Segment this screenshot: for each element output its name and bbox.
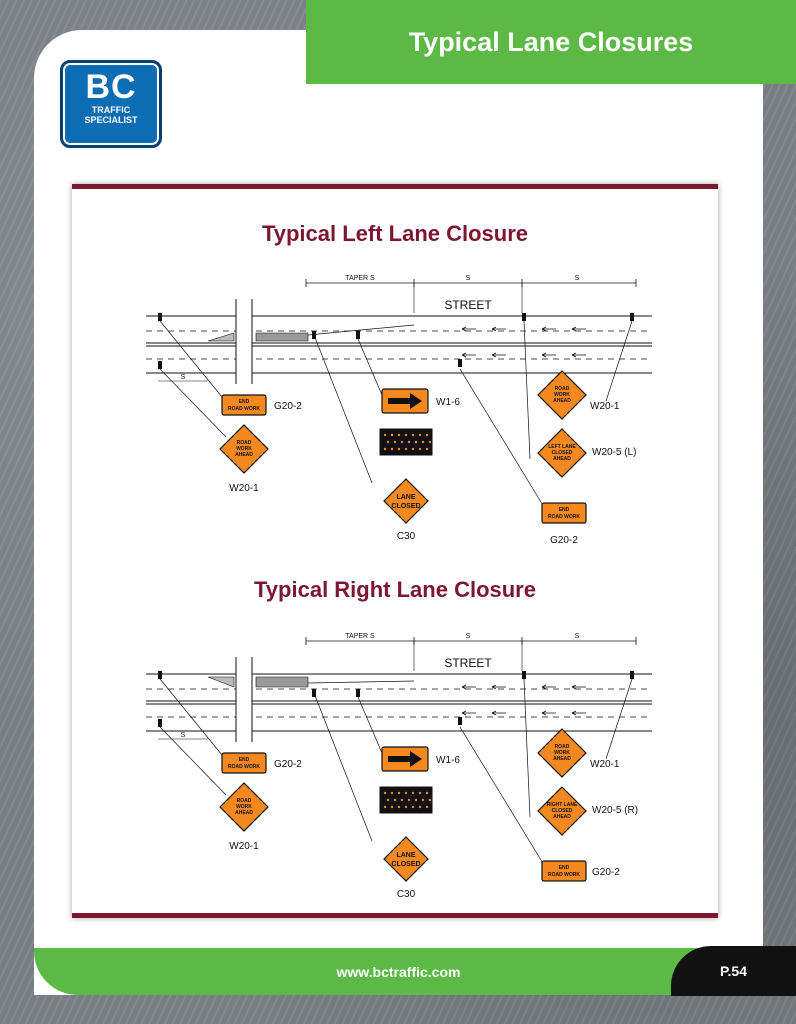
work-area: [208, 333, 234, 341]
traffic-arrow: [462, 711, 476, 715]
panel-light: [387, 799, 389, 801]
leader-line: [358, 697, 382, 753]
panel-light: [405, 448, 407, 450]
sign-text: END: [558, 865, 570, 871]
taper-label: TAPER S: [345, 275, 375, 282]
panel-light: [429, 441, 431, 443]
leader-line: [160, 727, 226, 795]
sign-text: CLOSED: [391, 861, 421, 868]
sign-text: LANE: [396, 494, 416, 501]
panel-light: [384, 434, 386, 436]
traffic-arrow: [462, 353, 476, 357]
traffic-arrow: [492, 353, 506, 357]
sign-text: AHEAD: [235, 810, 253, 816]
sign-code-label: W1-6: [436, 755, 460, 766]
panel-light: [429, 799, 431, 801]
sign-text: WORK: [554, 392, 570, 398]
leader-line: [160, 369, 226, 437]
panel-light: [387, 441, 389, 443]
panel-light: [391, 448, 393, 450]
sign-post: [522, 671, 526, 679]
panel-light: [419, 434, 421, 436]
sign-code-label: W20-1: [590, 759, 620, 770]
sign-post: [158, 313, 162, 321]
sign-text: END: [558, 507, 570, 513]
panel-light: [412, 434, 414, 436]
page-title: Typical Lane Closures: [306, 0, 796, 84]
traffic-arrow: [542, 711, 556, 715]
traffic-arrow: [542, 353, 556, 357]
sign-post: [158, 361, 162, 369]
traffic-arrow: [462, 685, 476, 689]
panel-light: [394, 799, 396, 801]
leader-line: [314, 335, 372, 483]
right-lane-closure-diagram: [72, 627, 718, 917]
traffic-arrow: [572, 711, 586, 715]
sign-code-label: C30: [396, 531, 416, 542]
leader-line: [606, 321, 632, 401]
sign-code-label: W20-1: [229, 483, 259, 494]
panel-light: [419, 806, 421, 808]
sign-text: ROAD: [554, 386, 570, 392]
traffic-arrow: [542, 327, 556, 331]
s-label: S: [465, 633, 471, 640]
left-closure-heading: Typical Left Lane Closure: [261, 221, 529, 246]
sign-code-label: W20-1: [229, 841, 259, 852]
sign-text: ROAD: [554, 744, 570, 750]
work-area: [256, 333, 308, 341]
sign-text: LEFT LANE: [548, 444, 576, 450]
panel-light: [415, 799, 417, 801]
sign-post: [356, 331, 360, 339]
traffic-arrow: [542, 685, 556, 689]
panel-light: [426, 806, 428, 808]
sign-post: [458, 717, 462, 725]
end-road-work-sign: [542, 861, 586, 881]
panel-light: [405, 792, 407, 794]
sign-code-label: W1-6: [436, 397, 460, 408]
panel-light: [401, 441, 403, 443]
panel-light: [391, 806, 393, 808]
traffic-arrow: [492, 685, 506, 689]
leader-line: [606, 679, 632, 759]
sign-post: [630, 313, 634, 321]
sign-code-label: G20-2: [592, 867, 620, 878]
lane-closed-sign: [384, 479, 428, 523]
sign-text: CLOSED: [551, 450, 573, 456]
sign-text: CLOSED: [391, 503, 421, 510]
panel-light: [384, 806, 386, 808]
sign-text: ROAD: [236, 798, 252, 804]
sign-text: WORK: [236, 446, 252, 452]
taper-label: TAPER S: [345, 633, 375, 640]
leader-line: [524, 679, 530, 817]
taper-line: [308, 325, 414, 335]
sign-text: WORK: [236, 804, 252, 810]
panel-light: [408, 799, 410, 801]
leader-line: [314, 693, 372, 841]
panel-light: [398, 806, 400, 808]
traffic-arrow: [572, 327, 586, 331]
work-area: [208, 677, 234, 687]
sign-code-label: G20-2: [274, 759, 302, 770]
logo-line-1: TRAFFIC: [91, 105, 131, 115]
panel-light: [394, 441, 396, 443]
sign-text: RIGHT LANE: [546, 802, 578, 808]
sign-text: ROAD WORK: [548, 514, 580, 520]
panel-light: [415, 441, 417, 443]
street-label: STREET: [444, 656, 492, 670]
panel-light: [419, 448, 421, 450]
logo-letters: BC: [85, 68, 137, 106]
leader-line: [460, 727, 544, 865]
leader-line: [358, 339, 382, 395]
sign-code-label: C30: [396, 889, 416, 900]
sign-text: ROAD: [236, 440, 252, 446]
lane-closed-sign: [384, 837, 428, 881]
traffic-arrow: [462, 327, 476, 331]
panel-light: [412, 448, 414, 450]
s-label: S: [574, 633, 580, 640]
page-number: P.54: [671, 946, 796, 996]
street-label: STREET: [444, 298, 492, 312]
sign-post: [522, 313, 526, 321]
website-link[interactable]: www.bctraffic.com: [336, 963, 461, 980]
panel-light: [398, 448, 400, 450]
sign-text: WORK: [554, 750, 570, 756]
logo-line-2: SPECIALIST: [84, 115, 138, 125]
cross-street: [236, 299, 252, 384]
sign-text: AHEAD: [235, 452, 253, 458]
panel-light: [408, 441, 410, 443]
s-label: S: [574, 275, 580, 282]
s-label: S: [465, 275, 471, 282]
sign-text: CLOSED: [551, 808, 573, 814]
panel-light: [412, 806, 414, 808]
sign-text: AHEAD: [553, 756, 571, 762]
sign-code-label: W20-1: [590, 401, 620, 412]
panel-light: [412, 792, 414, 794]
sign-post: [158, 719, 162, 727]
end-road-work-sign: [542, 503, 586, 523]
panel-light: [391, 792, 393, 794]
sign-post: [630, 671, 634, 679]
traffic-arrow: [572, 685, 586, 689]
leader-line: [460, 369, 544, 507]
traffic-arrow: [492, 327, 506, 331]
panel-light: [426, 434, 428, 436]
traffic-arrow: [572, 353, 586, 357]
work-area: [256, 677, 308, 687]
panel-light: [422, 441, 424, 443]
bc-traffic-logo: [60, 60, 162, 148]
sign-text: AHEAD: [553, 814, 571, 820]
panel-light: [398, 434, 400, 436]
cross-street: [236, 657, 252, 742]
end-road-work-sign: [222, 753, 266, 773]
panel-light: [384, 792, 386, 794]
sign-text: LANE: [396, 852, 416, 859]
sign-text: AHEAD: [553, 456, 571, 462]
panel-light: [426, 792, 428, 794]
s-label: S: [180, 374, 186, 381]
footer-bar: [34, 948, 763, 995]
traffic-arrow: [492, 711, 506, 715]
taper-line: [308, 681, 414, 683]
sign-post: [158, 671, 162, 679]
leader-line: [524, 321, 530, 459]
sign-post: [356, 689, 360, 697]
sign-text: ROAD WORK: [228, 764, 260, 770]
sign-text: ROAD WORK: [228, 406, 260, 412]
sign-code-label: W20-5 (L): [592, 447, 637, 458]
sign-text: ROAD WORK: [548, 872, 580, 878]
panel-light: [391, 434, 393, 436]
panel-light: [426, 448, 428, 450]
left-lane-closure-diagram: [72, 269, 718, 559]
right-closure-heading: Typical Right Lane Closure: [254, 577, 536, 602]
panel-light: [422, 799, 424, 801]
sign-code-label: G20-2: [550, 535, 578, 546]
sign-text: END: [238, 399, 250, 405]
panel-light: [405, 806, 407, 808]
diagram-panel: [72, 184, 718, 918]
sign-text: AHEAD: [553, 398, 571, 404]
sign-text: END: [238, 757, 250, 763]
sign-post: [458, 359, 462, 367]
s-label: S: [180, 732, 186, 739]
end-road-work-sign: [222, 395, 266, 415]
panel-light: [419, 792, 421, 794]
panel-light: [405, 434, 407, 436]
panel-light: [384, 448, 386, 450]
sign-code-label: W20-5 (R): [592, 805, 639, 816]
panel-light: [401, 799, 403, 801]
sign-code-label: G20-2: [274, 401, 302, 412]
panel-light: [398, 792, 400, 794]
